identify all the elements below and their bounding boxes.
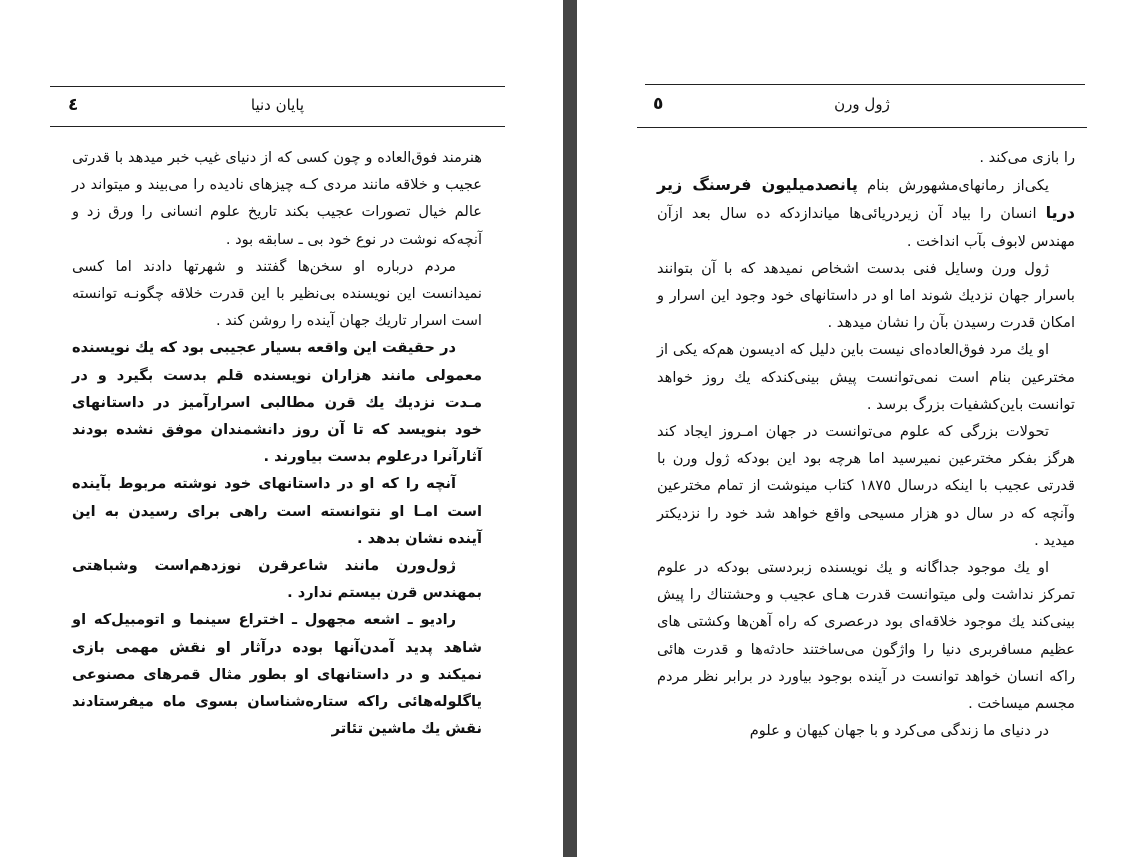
paragraph: رادیو ـ اشعه مجهول ـ اختراع سینما و اتومبیل‌که او شاهد پدید آمدن‌آنها بوده درآثار او نقش مهمی بازی نمیکند و در داستانهای او بطور مثال قمرهای مصنوعی یاگلوله‌هائی راکه ستاره‌شناسان بسوی ماه میفرستادند نقش یك ماشین تئاتر xyxy=(72,611,482,738)
paragraph xyxy=(657,171,1075,255)
right-page xyxy=(577,0,1142,857)
body-text xyxy=(72,144,482,742)
paragraph: آنچه را که او در داستانهای خود نوشته مربوط بآینده است امـا او نتوانسته است راهی برای رسیدن به این آینده نشان بدهد . xyxy=(72,475,482,547)
paragraph-text: انسان را بیاد آن زیردریائی‌ها میاندازدکه ده سال بعد ازآن مهندس لابوف بآب انداخت . xyxy=(657,205,1075,250)
book-title-emphasis: پانصدمیلیون فرسنگ زیر دریا xyxy=(657,175,1075,223)
header-top-rule xyxy=(645,84,1085,85)
page-title: ژول ورن xyxy=(834,95,890,113)
page-title: پایان دنیا xyxy=(250,96,305,114)
body-text xyxy=(657,144,1075,744)
header-bottom-rule xyxy=(50,126,505,127)
paragraph: ژول‌ورن مانند شاعرقرن نوزدهم‌است وشباهتی بمهندس قرن بیستم ندارد . xyxy=(72,557,482,602)
paragraph: هنرمند فوق‌العاده و چون کسی که از دنیای غیب خبر میدهد با قدرتی عجیب و خلاقه مانند مردی کـه چیزهای نادیده را می‌بیند و میتواند در عالم خیال تصورات عجیب بکند تاریخ علوم انسانی را ورق زد و آنچه‌که نوشت در نوع خود بی ـ سابقه بود . xyxy=(72,149,482,248)
page-number: ٥ xyxy=(653,94,664,114)
paragraph: ژول ورن وسایل فنی بدست اشخاص نمیدهد که با آن بتوانند باسرار جهان نزدیك شوند اما او در داستانهای خود وجود این اسرار و امکان قدرت رسیدن بآن را نشان میدهد . xyxy=(657,259,1075,332)
paragraph: او یك مرد فوق‌العاده‌ای نیست باین دلیل که ادیسون هم‌که یکی از مخترعین بنام است نمی‌توانست پیش بینی‌کندکه یك روز خواهد توانست باین‌کشفیات بزرگ برسد . xyxy=(657,341,1075,413)
paragraph-text: یکی‌از رمانهای‌مشهورش بنام xyxy=(867,177,1049,195)
header-top-rule xyxy=(50,86,505,87)
page-number: ٤ xyxy=(68,95,79,115)
running-head xyxy=(637,89,1087,119)
book-gutter xyxy=(563,0,577,857)
header-bottom-rule xyxy=(637,127,1087,128)
paragraph: را بازی می‌کند . xyxy=(979,149,1075,166)
paragraph: در دنیای ما زندگی می‌کرد و با جهان کیهان و علوم xyxy=(749,722,1049,740)
paragraph: تحولات بزرگی که علوم می‌توانست در جهان امـروز ایجاد کند هرگز بفکر مخترعین نمیرسید اما هرچه بود این بودکه ژول ورن با قدرتی عجیب با اینکه درسال ١٨٧٥ کتاب مینوشت از تمام مخترعین وآنچه که در سال دو هزار مسیحی واقع خواهد شد خود را نزدیکتر میدید . xyxy=(657,423,1076,549)
paragraph: مردم درباره او سخن‌ها گفتند و شهرتها دادند اما کسی نمیدانست این نویسنده بی‌نظیر با این قدرت خلاقه چگونـه توانسته است اسرار تاریك جهان آینده را روشن کند . xyxy=(72,257,482,330)
paragraph: او یك موجود جداگانه و یك نویسنده زبردستی بودکه در علوم تمرکز نداشت ولی میتوانست قدرت هـای عجیب و وحشتناك را پیش بینی‌کند یك موجود خلاقه‌ای بود درعصری که راه آهن‌ها وکشتی های عظیم مسافربری دنیا را واژگون می‌ساختند حادثه‌ها و قدرت هائی راکه انسان خواهد توانست در آینده بوجود بیاورد در برابر نظر مردم مجسم میساخت . xyxy=(657,559,1075,713)
running-head xyxy=(50,90,505,120)
left-page xyxy=(0,0,563,857)
paragraph: در حقیقت این واقعه بسیار عجیبی بود که یك نویسنده معمولی مانند هزاران نویسنده قلم بدست بگیرد و در مـدت نزدیك یك قرن مطالبی اسرارآمیز در داستانهای خود بنویسد که تا آن روز دانشمندان موفق نشده بودند آثارآنرا درعلوم بدست بیاورند . xyxy=(72,339,482,466)
